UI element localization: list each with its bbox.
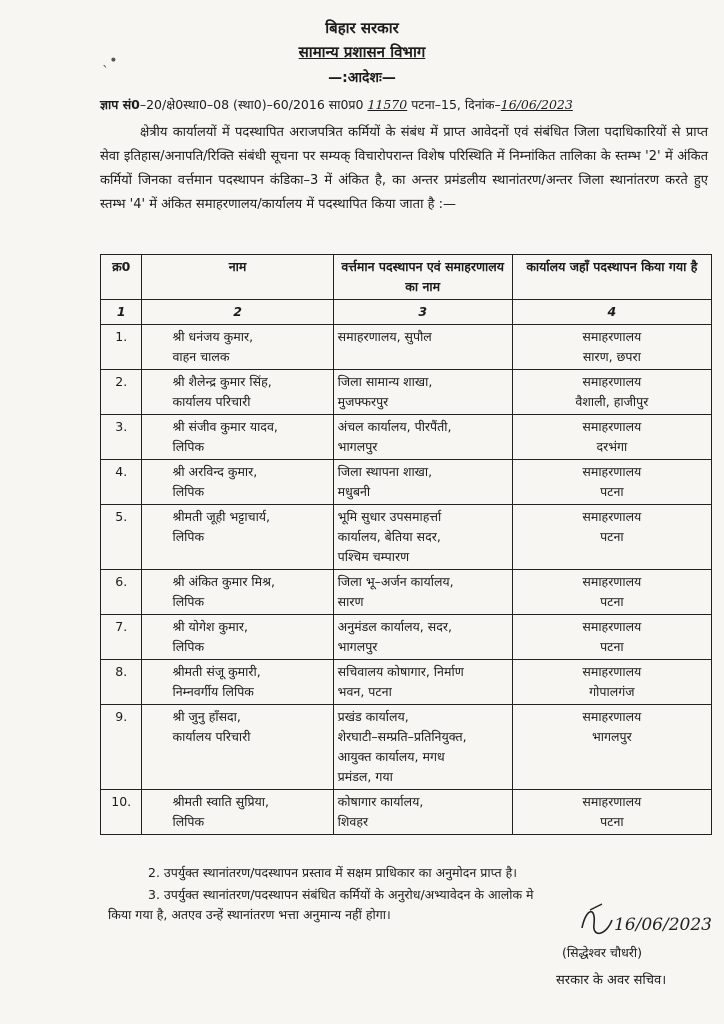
new-posting-cell-line: गोपालगंज xyxy=(589,684,635,699)
new-posting-cell-line: पटना xyxy=(600,484,624,499)
new-posting-cell xyxy=(512,790,711,835)
current-posting-cell xyxy=(333,660,512,705)
current-posting-cell xyxy=(333,505,512,570)
name-cell-line: लिपिक xyxy=(172,439,205,454)
new-posting-cell-line: सारण, छपरा xyxy=(582,349,641,364)
table-row xyxy=(101,460,712,505)
current-posting-cell-line: समाहरणालय, सुपौल xyxy=(337,329,432,344)
new-posting-cell-line: पटना xyxy=(600,529,624,544)
name-cell xyxy=(142,505,333,570)
current-posting-cell xyxy=(333,570,512,615)
name-cell-line: श्री जुनु हाँसदा, xyxy=(172,709,241,724)
serial-cell-line: 2. xyxy=(115,374,128,389)
header-serial: क्र0 xyxy=(101,255,142,300)
header-new-posting: कार्यालय जहाँ पदस्थापन किया गया है xyxy=(512,255,711,300)
current-posting-cell-line: पश्चिम चम्पारण xyxy=(337,549,410,564)
serial-cell-line: 4. xyxy=(115,464,128,479)
name-cell-line: श्रीमती स्वाति सुप्रिया, xyxy=(172,794,270,809)
current-posting-cell-line: मधुबनी xyxy=(337,484,371,499)
new-posting-cell xyxy=(512,370,711,415)
serial-cell-line: 7. xyxy=(115,619,128,634)
department-title xyxy=(0,42,724,62)
name-cell xyxy=(142,325,333,370)
current-posting-cell-line: शिवहर xyxy=(337,814,369,829)
current-posting-cell-line: अंचल कार्यालय, पीरपैंती, xyxy=(337,419,452,434)
name-cell-line: श्री धनंजय कुमार, xyxy=(172,329,254,344)
serial-cell xyxy=(101,415,142,460)
new-posting-cell-line: समाहरणालय xyxy=(582,329,642,344)
name-cell-line: श्री अंकित कुमार मिश्र, xyxy=(172,574,275,589)
name-cell xyxy=(142,615,333,660)
name-cell-line: लिपिक xyxy=(172,484,205,499)
name-cell-line: लिपिक xyxy=(172,529,205,544)
signatory-name: (सिद्धेश्वर चौधरी) xyxy=(562,945,642,960)
table-row xyxy=(101,570,712,615)
current-posting-cell xyxy=(333,325,512,370)
serial-cell xyxy=(101,370,142,415)
name-cell-line: लिपिक xyxy=(172,639,205,654)
serial-cell xyxy=(101,660,142,705)
name-cell-line: कार्यालय परिचारी xyxy=(172,729,251,744)
serial-cell xyxy=(101,505,142,570)
serial-cell-line: 8. xyxy=(115,664,128,679)
memo-number: 11570 xyxy=(367,97,408,112)
new-posting-cell-line: समाहरणालय xyxy=(582,664,642,679)
new-posting-cell-line: पटना xyxy=(600,814,624,829)
name-cell-line: श्रीमती जूही भट्टाचार्य, xyxy=(172,509,271,524)
current-posting-cell-line: कोषागार कार्यालय, xyxy=(337,794,424,809)
memo-place: पटना–15, दिनांक– xyxy=(411,97,501,112)
memo-ref: –20/क्षे0स्था0–08 (स्था0)–60/2016 सा0प्र0 xyxy=(139,97,364,112)
name-cell-line: श्री अरविन्द कुमार, xyxy=(172,464,258,479)
footnote-3: 3. उपर्युक्त स्थानांतरण/पदस्थापन संबंधित कर्मियों के अनुरोध/अभ्यावेदन के आलोक मे xyxy=(148,887,534,902)
current-posting-cell-line: अनुमंडल कार्यालय, सदर, xyxy=(337,619,452,634)
new-posting-cell xyxy=(512,660,711,705)
name-cell xyxy=(142,705,333,790)
current-posting-cell-line: जिला भू–अर्जन कार्यालय, xyxy=(337,574,454,589)
new-posting-cell-line: दरभंगा xyxy=(596,439,628,454)
current-posting-cell-line: सचिवालय कोषागार, निर्माण xyxy=(337,664,464,679)
name-cell xyxy=(142,370,333,415)
current-posting-cell xyxy=(333,615,512,660)
memo-date: 16/06/2023 xyxy=(500,97,573,112)
handwritten-signature xyxy=(572,898,712,948)
current-posting-cell-line: आयुक्त कार्यालय, मगध xyxy=(337,749,445,764)
new-posting-cell-line: समाहरणालय xyxy=(582,794,642,809)
signatory-title: सरकार के अवर सचिव। xyxy=(556,973,667,988)
department-title-text: सामान्य प्रशासन विभाग xyxy=(298,43,426,61)
footnote-2: 2. उपर्युक्त स्थानांतरण/पदस्थापन प्रस्ताव में सक्षम प्राधिकार का अनुमोदन प्राप्त है। xyxy=(148,865,517,880)
new-posting-cell xyxy=(512,505,711,570)
col-num: 2 xyxy=(142,300,333,325)
table-header-row xyxy=(101,255,712,300)
new-posting-cell-line: समाहरणालय xyxy=(582,374,642,389)
current-posting-cell xyxy=(333,415,512,460)
new-posting-cell xyxy=(512,325,711,370)
government-title: बिहार सरकार xyxy=(325,19,399,37)
current-posting-cell-line: भागलपुर xyxy=(337,439,378,454)
col-num: 3 xyxy=(333,300,512,325)
name-cell-line: वाहन चालक xyxy=(172,349,230,364)
new-posting-cell-line: पटना xyxy=(600,594,624,609)
table-row xyxy=(101,370,712,415)
name-cell xyxy=(142,460,333,505)
current-posting-cell-line: शेरघाटी–सम्प्रति–प्रतिनियुक्त, xyxy=(337,729,467,744)
current-posting-cell-line: जिला सामान्य शाखा, xyxy=(337,374,433,389)
serial-cell xyxy=(101,790,142,835)
serial-cell-line: 1. xyxy=(115,329,128,344)
serial-cell xyxy=(101,325,142,370)
current-posting-cell-line: भागलपुर xyxy=(337,639,378,654)
new-posting-cell xyxy=(512,615,711,660)
current-posting-cell xyxy=(333,790,512,835)
table-row xyxy=(101,415,712,460)
serial-cell xyxy=(101,615,142,660)
signature-date: 16/06/2023 xyxy=(614,915,712,935)
scan-mark: ˎ∙ xyxy=(102,52,118,68)
name-cell-line: निम्नवर्गीय लिपिक xyxy=(172,684,254,699)
new-posting-cell xyxy=(512,570,711,615)
name-cell-line: श्री योगेश कुमार, xyxy=(172,619,248,634)
col-num: 1 xyxy=(101,300,142,325)
new-posting-cell-line: समाहरणालय xyxy=(582,464,642,479)
name-cell-line: श्रीमती संजू कुमारी, xyxy=(172,664,261,679)
footnote-3-continued: किया गया है, अतएव उन्हें स्थानांतरण भत्ता अनुमान्य नहीं होगा। xyxy=(108,907,391,922)
serial-cell-line: 9. xyxy=(115,709,128,724)
serial-cell-line: 10. xyxy=(111,794,132,809)
new-posting-cell-line: भागलपुर xyxy=(591,729,632,744)
current-posting-cell-line: मुजफ्फरपुर xyxy=(337,394,389,409)
table-row xyxy=(101,705,712,790)
name-cell xyxy=(142,790,333,835)
current-posting-cell-line: कार्यालय, बेतिया सदर, xyxy=(337,529,441,544)
current-posting-cell-line: भवन, पटना xyxy=(337,684,392,699)
serial-cell-line: 3. xyxy=(115,419,128,434)
table-row xyxy=(101,790,712,835)
serial-cell-line: 6. xyxy=(115,574,128,589)
name-cell xyxy=(142,415,333,460)
new-posting-cell-line: वैशाली, हाजीपुर xyxy=(575,394,649,409)
header-name: नाम xyxy=(142,255,333,300)
new-posting-cell-line: समाहरणालय xyxy=(582,619,642,634)
column-number-row xyxy=(101,300,712,325)
serial-cell xyxy=(101,570,142,615)
transfer-table xyxy=(100,254,712,835)
new-posting-cell-line: समाहरणालय xyxy=(582,419,642,434)
table-row xyxy=(101,505,712,570)
name-cell-line: श्री संजीव कुमार यादव, xyxy=(172,419,278,434)
current-posting-cell-line: प्रमंडल, गया xyxy=(337,769,393,784)
table-row xyxy=(101,615,712,660)
table-row xyxy=(101,325,712,370)
current-posting-cell-line: सारण xyxy=(337,594,364,609)
new-posting-cell-line: पटना xyxy=(600,639,624,654)
name-cell xyxy=(142,660,333,705)
name-cell-line: कार्यालय परिचारी xyxy=(172,394,251,409)
new-posting-cell xyxy=(512,705,711,790)
order-heading: —:आदेशः— xyxy=(328,70,396,86)
current-posting-cell-line: प्रखंड कार्यालय, xyxy=(337,709,409,724)
name-cell-line: लिपिक xyxy=(172,594,205,609)
serial-cell xyxy=(101,705,142,790)
memo-label: ज्ञाप सं0 xyxy=(100,97,140,112)
name-cell-line: लिपिक xyxy=(172,814,205,829)
new-posting-cell-line: समाहरणालय xyxy=(582,574,642,589)
header-current-posting: वर्त्तमान पदस्थापन एवं समाहरणालय का नाम xyxy=(333,255,512,300)
current-posting-cell-line: जिला स्थापना शाखा, xyxy=(337,464,433,479)
new-posting-cell-line: समाहरणालय xyxy=(582,709,642,724)
body-paragraph: क्षेत्रीय कार्यालयों में पदस्थापित अराजपत्रित कर्मियों के संबंध में प्राप्त आवेदनों एवं संबंधित जिला पदाधिकारियों से प्राप्त सेवा इतिहास/अनापति/रिक्ति संबंधी सूचना पर सम्यक् विचारोपरान्त विशेष परिस्थिति में निम्नांकित तालिका के स्तम्भ '2' में अंकित कर्मियों जिनका वर्त्तमान पदस्थापन कंडिका–3 में अंकित है, का अन्तर प्रमंडलीय स्थानांतरण/अन्तर जिला स्थानांतरण करते हुए स्तम्भ '4' में अंकित समाहरणालय/कार्यालय में पदस्थापित किया जाता है :— xyxy=(100,125,708,212)
new-posting-cell xyxy=(512,460,711,505)
current-posting-cell xyxy=(333,370,512,415)
new-posting-cell-line: समाहरणालय xyxy=(582,509,642,524)
memo-line xyxy=(100,96,720,113)
current-posting-cell-line: भूमि सुधार उपसमाहर्त्ता xyxy=(337,509,442,524)
serial-cell xyxy=(101,460,142,505)
new-posting-cell xyxy=(512,415,711,460)
table-row xyxy=(101,660,712,705)
serial-cell-line: 5. xyxy=(115,509,128,524)
current-posting-cell xyxy=(333,460,512,505)
current-posting-cell xyxy=(333,705,512,790)
name-cell-line: श्री शैलेन्द्र कुमार सिंह, xyxy=(172,374,272,389)
col-num: 4 xyxy=(512,300,711,325)
name-cell xyxy=(142,570,333,615)
